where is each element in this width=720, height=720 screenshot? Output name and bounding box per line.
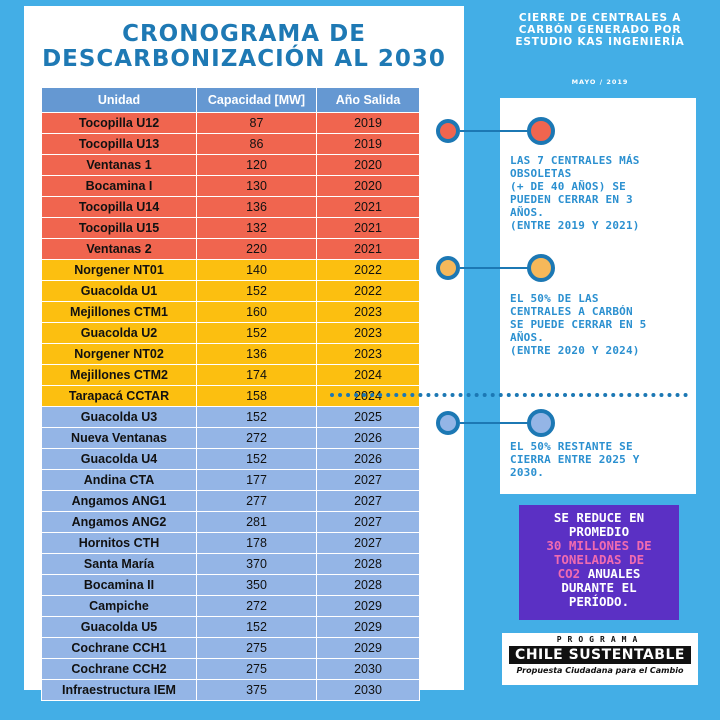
table-row — [42, 218, 420, 239]
logo-top-text: PROGRAMA — [556, 635, 644, 644]
cell-capacidad: 277 — [197, 491, 317, 512]
note-2-line: EL 50% DE LAS — [510, 292, 599, 305]
table-row — [42, 239, 420, 260]
cell-unidad: Ventanas 1 — [42, 155, 197, 176]
cell-ano-salida: 2026 — [317, 449, 420, 470]
cell-capacidad: 275 — [197, 659, 317, 680]
cell-capacidad: 140 — [197, 260, 317, 281]
cell-ano-salida: 2022 — [317, 281, 420, 302]
cell-capacidad: 370 — [197, 554, 317, 575]
note-1 — [510, 154, 690, 232]
table-row — [42, 659, 420, 680]
table-row — [42, 680, 420, 701]
note-1-line: (ENTRE 2019 Y 2021) — [510, 219, 640, 232]
cell-capacidad: 120 — [197, 155, 317, 176]
table-row — [42, 365, 420, 386]
header-ano-salida: Año Salida — [317, 88, 420, 113]
cell-unidad: Mejillones CTM2 — [42, 365, 197, 386]
table-row — [42, 176, 420, 197]
table-row — [42, 344, 420, 365]
table-row — [42, 281, 420, 302]
note-1-line: LAS 7 CENTRALES MÁS — [510, 154, 640, 167]
cell-ano-salida: 2027 — [317, 512, 420, 533]
cell-capacidad: 220 — [197, 239, 317, 260]
chile-sustentable-logo — [502, 633, 698, 685]
note-2-line: CENTRALES A CARBÓN — [510, 305, 633, 318]
right-title-line-3: ESTUDIO KAS INGENIERÍA — [515, 36, 685, 48]
note-3-line: EL 50% RESTANTE SE — [510, 440, 633, 453]
cell-unidad: Tarapacá CCTAR — [42, 386, 197, 407]
cell-capacidad: 132 — [197, 218, 317, 239]
table-row — [42, 554, 420, 575]
table-row — [42, 638, 420, 659]
note-1-line: AÑOS. — [510, 206, 545, 219]
note-2-line: AÑOS. — [510, 331, 545, 344]
date-label: MAYO / 2019 — [571, 78, 629, 86]
promo-highlight-co2: CO2 — [557, 566, 581, 581]
cell-capacidad: 272 — [197, 596, 317, 617]
cell-ano-salida: 2021 — [317, 239, 420, 260]
cell-unidad: Angamos ANG1 — [42, 491, 197, 512]
promo-line: ANUALES — [587, 566, 641, 581]
cell-unidad: Andina CTA — [42, 470, 197, 491]
table-row — [42, 575, 420, 596]
cell-unidad: Ventanas 2 — [42, 239, 197, 260]
cell-unidad: Guacolda U2 — [42, 323, 197, 344]
title-line-1: CRONOGRAMA DE — [122, 21, 366, 47]
table-row — [42, 134, 420, 155]
cell-unidad: Bocamina I — [42, 176, 197, 197]
promo-highlight: 30 MILLONES DE — [546, 538, 652, 553]
right-title — [490, 12, 710, 48]
cell-ano-salida: 2030 — [317, 680, 420, 701]
cell-ano-salida: 2029 — [317, 596, 420, 617]
cell-unidad: Cochrane CCH2 — [42, 659, 197, 680]
cell-unidad: Santa María — [42, 554, 197, 575]
cell-ano-salida: 2023 — [317, 323, 420, 344]
table-header-row — [42, 88, 420, 113]
cell-ano-salida: 2027 — [317, 470, 420, 491]
page-title — [24, 22, 464, 72]
orange-dot-left — [436, 256, 460, 280]
cell-unidad: Norgener NT01 — [42, 260, 197, 281]
title-line-2: DESCARBONIZACIÓN AL 2030 — [42, 46, 446, 72]
table-row — [42, 260, 420, 281]
cell-unidad: Mejillones CTM1 — [42, 302, 197, 323]
cell-unidad: Guacolda U5 — [42, 617, 197, 638]
co2-reduction-box — [519, 505, 679, 620]
table-row — [42, 449, 420, 470]
cell-capacidad: 152 — [197, 323, 317, 344]
cell-ano-salida: 2021 — [317, 197, 420, 218]
promo-highlight: TONELADAS DE — [553, 552, 645, 567]
orange-dot-right — [527, 254, 555, 282]
table-row — [42, 302, 420, 323]
blue-dot-left — [436, 411, 460, 435]
cell-capacidad: 152 — [197, 281, 317, 302]
cell-capacidad: 87 — [197, 113, 317, 134]
cell-unidad: Tocopilla U14 — [42, 197, 197, 218]
table-row — [42, 323, 420, 344]
cell-capacidad: 375 — [197, 680, 317, 701]
table-row — [42, 470, 420, 491]
cell-ano-salida: 2030 — [317, 659, 420, 680]
table-row — [42, 617, 420, 638]
cell-capacidad: 281 — [197, 512, 317, 533]
cell-unidad: Guacolda U4 — [42, 449, 197, 470]
blue-dot-right — [527, 409, 555, 437]
cell-ano-salida: 2019 — [317, 134, 420, 155]
cell-capacidad: 152 — [197, 449, 317, 470]
connector-line-2 — [460, 267, 530, 269]
note-3-line: CIERRA ENTRE 2025 Y — [510, 453, 640, 466]
logo-tagline: Propuesta Ciudadana para el Cambio — [516, 666, 684, 675]
cell-unidad: Bocamina II — [42, 575, 197, 596]
cell-ano-salida: 2019 — [317, 113, 420, 134]
cell-ano-salida: 2028 — [317, 575, 420, 596]
cell-unidad: Tocopilla U12 — [42, 113, 197, 134]
promo-line: PERÍODO. — [568, 594, 630, 609]
cell-ano-salida: 2029 — [317, 638, 420, 659]
right-title-line-2: CARBÓN GENERADO POR — [518, 24, 682, 36]
cell-capacidad: 158 — [197, 386, 317, 407]
cell-unidad: Campiche — [42, 596, 197, 617]
cell-ano-salida: 2021 — [317, 218, 420, 239]
cell-capacidad: 350 — [197, 575, 317, 596]
right-title-line-1: CIERRE DE CENTRALES A — [518, 12, 682, 24]
cell-unidad: Nueva Ventanas — [42, 428, 197, 449]
cell-unidad: Hornitos CTH — [42, 533, 197, 554]
table-row — [42, 155, 420, 176]
cell-capacidad: 136 — [197, 344, 317, 365]
header-capacidad: Capacidad [MW] — [197, 88, 317, 113]
note-3-line: 2030. — [510, 466, 545, 479]
note-2 — [510, 292, 690, 357]
logo-name: CHILE SUSTENTABLE — [509, 646, 691, 664]
cell-ano-salida: 2023 — [317, 302, 420, 323]
table-row — [42, 512, 420, 533]
cell-capacidad: 174 — [197, 365, 317, 386]
note-3 — [510, 440, 690, 479]
cell-ano-salida: 2024 — [317, 386, 420, 407]
cell-unidad: Tocopilla U13 — [42, 134, 197, 155]
cell-capacidad: 160 — [197, 302, 317, 323]
dotted-divider — [330, 393, 688, 397]
connector-line-1 — [460, 130, 530, 132]
promo-line: DURANTE EL — [561, 580, 637, 595]
promo-line: PROMEDIO — [568, 524, 630, 539]
cell-unidad: Norgener NT02 — [42, 344, 197, 365]
note-1-line: PUEDEN CERRAR EN 3 — [510, 193, 633, 206]
note-2-line: SE PUEDE CERRAR EN 5 — [510, 318, 647, 331]
cell-capacidad: 178 — [197, 533, 317, 554]
cell-ano-salida: 2023 — [317, 344, 420, 365]
note-1-line: OBSOLETAS — [510, 167, 572, 180]
table-row — [42, 407, 420, 428]
cell-ano-salida: 2029 — [317, 617, 420, 638]
cell-ano-salida: 2026 — [317, 428, 420, 449]
cell-ano-salida: 2025 — [317, 407, 420, 428]
cell-ano-salida: 2028 — [317, 554, 420, 575]
cell-capacidad: 86 — [197, 134, 317, 155]
cell-unidad: Cochrane CCH1 — [42, 638, 197, 659]
note-2-line: (ENTRE 2020 Y 2024) — [510, 344, 640, 357]
cell-capacidad: 272 — [197, 428, 317, 449]
cell-capacidad: 152 — [197, 617, 317, 638]
table-row — [42, 113, 420, 134]
cell-ano-salida: 2024 — [317, 365, 420, 386]
promo-line: SE REDUCE EN — [553, 510, 645, 525]
note-1-line: (+ DE 40 AÑOS) SE — [510, 180, 626, 193]
red-dot-right — [527, 117, 555, 145]
cell-capacidad: 177 — [197, 470, 317, 491]
cell-ano-salida: 2022 — [317, 260, 420, 281]
cell-capacidad: 136 — [197, 197, 317, 218]
table-row — [42, 533, 420, 554]
cell-unidad: Angamos ANG2 — [42, 512, 197, 533]
cell-capacidad: 152 — [197, 407, 317, 428]
cell-unidad: Tocopilla U15 — [42, 218, 197, 239]
cell-ano-salida: 2020 — [317, 155, 420, 176]
cell-ano-salida: 2027 — [317, 533, 420, 554]
table-row — [42, 491, 420, 512]
table-row — [42, 596, 420, 617]
cell-ano-salida: 2020 — [317, 176, 420, 197]
cell-unidad: Guacolda U3 — [42, 407, 197, 428]
red-dot-left — [436, 119, 460, 143]
cell-ano-salida: 2027 — [317, 491, 420, 512]
header-unidad: Unidad — [42, 88, 197, 113]
table-row — [42, 197, 420, 218]
connector-line-3 — [460, 422, 530, 424]
cell-unidad: Guacolda U1 — [42, 281, 197, 302]
cell-unidad: Infraestructura IEM — [42, 680, 197, 701]
cell-capacidad: 130 — [197, 176, 317, 197]
table-row — [42, 428, 420, 449]
cell-capacidad: 275 — [197, 638, 317, 659]
